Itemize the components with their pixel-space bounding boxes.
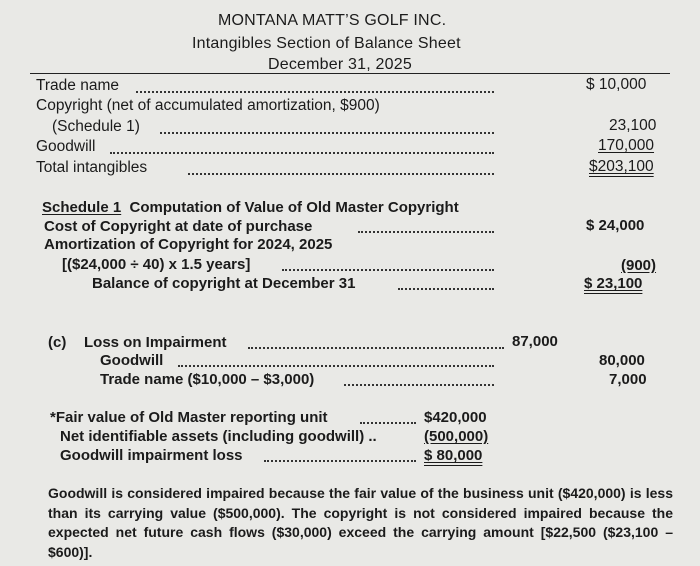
copyright-label: Copyright (net of accumulated amortization, $900) <box>36 97 380 114</box>
impairment-loss-value: $ 80,000 <box>424 447 483 464</box>
leader-dots <box>282 269 494 271</box>
trade-name-label: Trade name <box>36 77 119 94</box>
cost-value: $ 24,000 <box>586 217 645 234</box>
goodwill-label: Goodwill <box>36 138 96 155</box>
leader-dots <box>188 173 494 175</box>
loss-on-impairment-value: 87,000 <box>512 333 558 350</box>
balance-value: $ 23,100 <box>584 275 643 292</box>
impairment-trade-name-label: Trade name ($10,000 – $3,000) <box>100 371 315 388</box>
leader-dots <box>398 288 494 290</box>
impairment-goodwill-value: 80,000 <box>599 352 645 369</box>
leader-dots <box>136 91 494 93</box>
copyright-value: 23,100 <box>609 117 657 134</box>
total-intangibles-value: $203,100 <box>589 158 654 175</box>
leader-dots <box>178 365 494 367</box>
goodwill-value: 170,000 <box>598 137 655 154</box>
balance-label: Balance of copyright at December 31 <box>92 275 356 292</box>
schedule-1-tag: Schedule 1 <box>42 199 122 216</box>
cost-label: Cost of Copyright at date of purchase <box>44 218 313 235</box>
header-rule <box>30 73 670 74</box>
part-c-marker: (c) <box>48 334 67 351</box>
leader-dots <box>110 152 494 154</box>
leader-dots <box>264 460 416 462</box>
fair-value-label: *Fair value of Old Master reporting unit <box>50 409 328 426</box>
leader-dots <box>344 384 494 386</box>
leader-dots <box>358 231 494 233</box>
amortization-calc-label: [($24,000 ÷ 40) x 1.5 years] <box>62 256 251 273</box>
net-assets-label: Net identifiable assets (including goodwill) .. <box>60 428 377 445</box>
amortization-value: (900) <box>621 257 657 274</box>
statement-subtitle: Intangibles Section of Balance Sheet <box>192 35 461 52</box>
schedule-ref-label: (Schedule 1) <box>52 118 140 135</box>
conclusion-paragraph: Goodwill is considered impaired because the fair value of the business unit ($420,000) is less than its carrying value ($500,000). The copyright is not considered impaired because the expected net future cash flows ($30,000) exceed the carrying amount [$22,500 ($23,100 – $600)]. <box>48 485 673 560</box>
loss-on-impairment-label: Loss on Impairment <box>84 334 227 351</box>
impairment-goodwill-label: Goodwill <box>100 352 164 369</box>
total-intangibles-label: Total intangibles <box>36 159 148 176</box>
schedule-1-title: Computation of Value of Old Master Copyright <box>129 199 459 216</box>
fair-value-value: $420,000 <box>424 409 487 426</box>
amortization-label: Amortization of Copyright for 2024, 2025 <box>44 236 333 253</box>
trade-name-value: $ 10,000 <box>586 76 647 93</box>
leader-dots <box>248 347 504 349</box>
company-name: MONTANA MATT’S GOLF INC. <box>218 12 447 29</box>
impairment-loss-label: Goodwill impairment loss <box>60 447 243 464</box>
impairment-trade-name-value: 7,000 <box>609 371 647 388</box>
leader-dots <box>160 132 494 134</box>
schedule-1-heading <box>42 199 459 216</box>
leader-dots <box>360 422 416 424</box>
net-assets-value: (500,000) <box>424 428 489 445</box>
statement-date: December 31, 2025 <box>268 56 412 73</box>
